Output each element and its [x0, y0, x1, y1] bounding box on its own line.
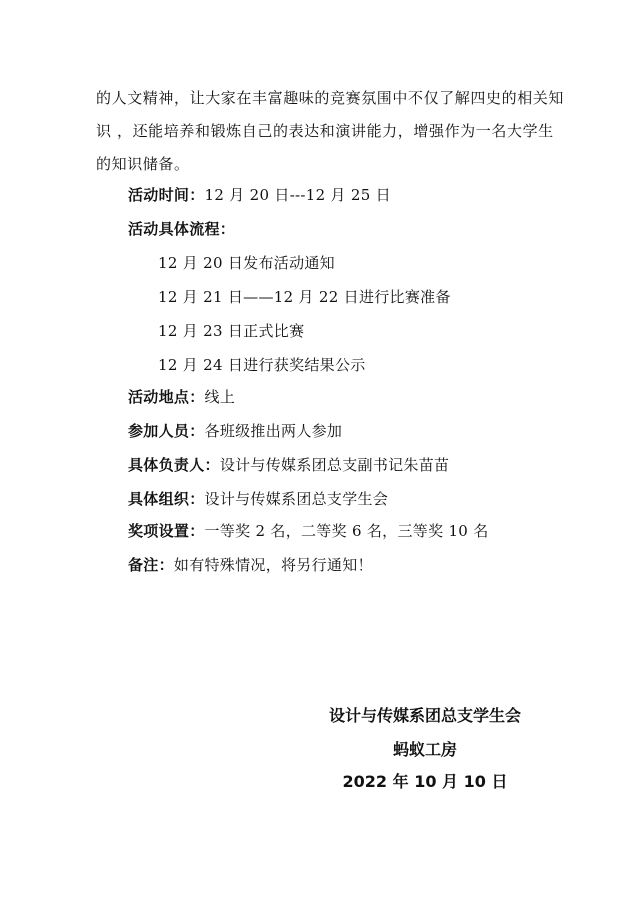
- organizer-value: 设计与传媒系团总支学生会: [204, 490, 389, 508]
- activity-location-label: 活动地点：: [128, 388, 205, 406]
- activity-location: [128, 385, 235, 409]
- activity-time-label: 活动时间：: [128, 186, 205, 204]
- process-step-1: 12 月 20 日发布活动通知: [158, 254, 335, 272]
- signature-organization: 设计与传媒系团总支学生会: [328, 706, 521, 725]
- intro-paragraph: [96, 82, 565, 181]
- activity-location-value: 线上: [204, 388, 236, 406]
- awards: [128, 519, 489, 543]
- intro-line-3: 的知识储备。: [96, 155, 190, 173]
- participants-value: 各班级推出两人参加: [204, 422, 343, 440]
- activity-process-label: 活动具体流程：: [128, 220, 236, 238]
- activity-process-heading: [128, 217, 235, 241]
- signature-studio: 蚂蚁工房: [392, 740, 457, 759]
- intro-line-1: 的人文精神，让大家在丰富趣味的竞赛氛围中不仅了解四史的相关知: [96, 89, 565, 107]
- process-step-4: 12 月 24 日进行获奖结果公示: [158, 356, 366, 374]
- responsible-person-label: 具体负责人：: [128, 456, 220, 474]
- responsible-person-value: 设计与传媒系团总支副书记朱苗苗: [219, 456, 450, 474]
- activity-time: [128, 183, 391, 207]
- activity-time-value: 12 月 20 日---12 月 25 日: [204, 186, 391, 204]
- note-value: 如有特殊情况，将另行通知！: [173, 556, 373, 574]
- intro-line-2: 识 ，还能培养和锻炼自己的表达和演讲能力，增强作为一名大学生: [96, 122, 554, 140]
- note: [128, 553, 373, 577]
- organizer: [128, 487, 388, 511]
- participants: [128, 419, 342, 443]
- responsible-person: [128, 453, 449, 477]
- awards-value: 一等奖 2 名，二等奖 6 名，三等奖 10 名: [204, 522, 489, 540]
- process-step-2: 12 月 21 日——12 月 22 日进行比赛准备: [158, 288, 451, 306]
- note-label: 备注：: [128, 556, 174, 574]
- organizer-label: 具体组织：: [128, 490, 205, 508]
- process-step-3: 12 月 23 日正式比赛: [158, 322, 305, 340]
- signature-date: 2022 年 10 月 10 日: [342, 772, 508, 791]
- participants-label: 参加人员：: [128, 422, 205, 440]
- awards-label: 奖项设置：: [128, 522, 205, 540]
